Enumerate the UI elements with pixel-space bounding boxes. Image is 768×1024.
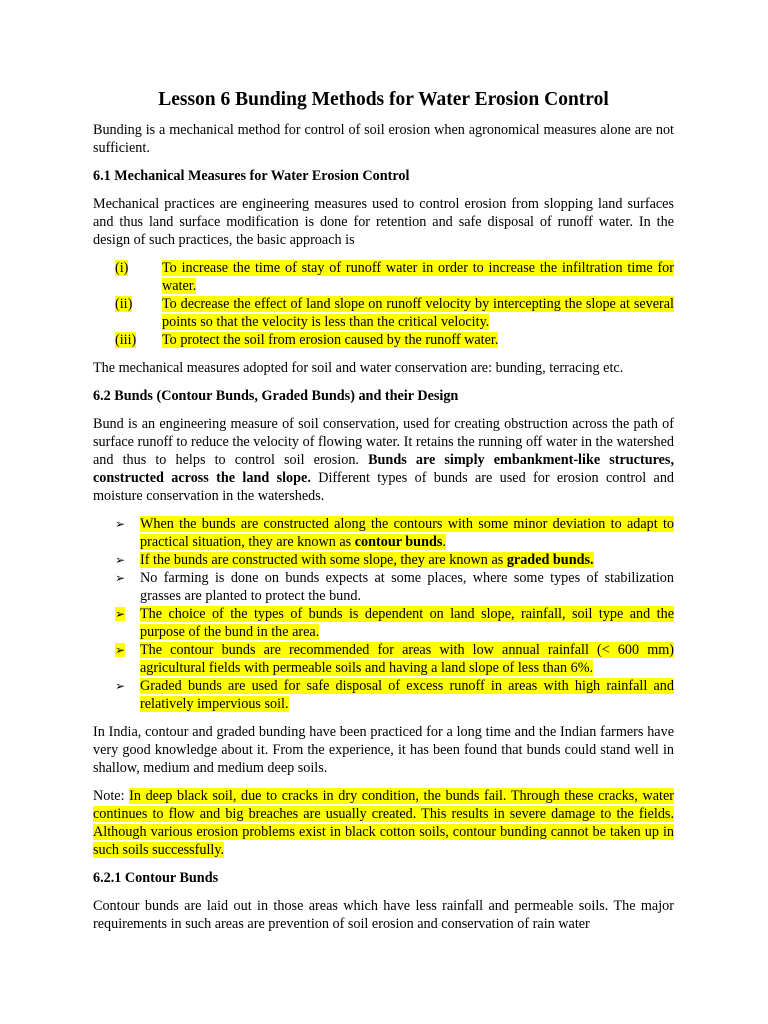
lesson-title: Lesson 6 Bunding Methods for Water Erosion Control — [158, 89, 609, 110]
arrow-bullet-icon: ➢ — [115, 643, 126, 657]
list-item — [93, 605, 674, 641]
mechanical-measures-paragraph: The mechanical measures adopted for soil and water conservation are: bunding, terracing etc. — [93, 360, 624, 376]
list-item-label: (iii) — [115, 332, 137, 348]
contour-bunds-paragraph: Contour bunds are laid out in those areas which have less rainfall and permeable soils. The major requirements in such areas are prevention of soil erosion and conservation of rain water — [93, 898, 674, 932]
list-item-text: When the bunds are constructed along the contours with some minor deviation to adapt to practical situation, they are known as contour bunds. — [140, 516, 674, 550]
list-item-text: To decrease the effect of land slope on runoff velocity by intercepting the slope at several points so that the velocity is less than the critical velocity. — [162, 296, 674, 330]
list-item-text: Graded bunds are used for safe disposal of excess runoff in areas with high rainfall and relatively impervious soil. — [140, 678, 674, 712]
arrow-bullet-icon: ➢ — [115, 553, 126, 567]
list-item-text: No farming is done on bunds expects at some places, where some types of stabilization grasses are planted to protect the bund. — [140, 570, 674, 604]
document-body — [93, 88, 674, 933]
arrow-bullet-icon: ➢ — [115, 679, 126, 693]
note-paragraph — [93, 787, 674, 859]
list-item — [93, 569, 674, 605]
arrow-bullet-icon: ➢ — [115, 571, 126, 585]
note-label: Note: — [93, 788, 130, 804]
arrow-bullet-icon: ➢ — [115, 517, 126, 531]
list-item — [93, 259, 674, 295]
bunds-bullet-list — [93, 515, 674, 713]
list-item — [93, 551, 674, 569]
list-item — [93, 641, 674, 677]
list-item-label: (i) — [115, 260, 129, 276]
list-item-text: The contour bunds are recommended for areas with low annual rainfall (< 600 mm) agricultural fields with permeable soils and having a land slope of less than 6%. — [140, 642, 674, 676]
arrow-bullet-icon: ➢ — [115, 607, 126, 621]
note-text: In deep black soil, due to cracks in dry condition, the bunds fail. Through these cracks, water continues to flow and big breaches are usually created. This results in severe damage to the fields. Although various erosion problems exist in black cotton soils, contour bunding cannot be taken up in such soils successfully. — [93, 788, 674, 858]
list-item-text: To protect the soil from erosion caused by the runoff water. — [162, 332, 499, 348]
section-6-1-heading: 6.1 Mechanical Measures for Water Erosion Control — [93, 168, 410, 184]
list-item-text: To increase the time of stay of runoff water in order to increase the infiltration time for water. — [162, 260, 674, 294]
approach-list — [93, 259, 674, 349]
intro-paragraph: Bunding is a mechanical method for control of soil erosion when agronomical measures alone are not sufficient. — [93, 122, 674, 156]
section-6-2-heading: 6.2 Bunds (Contour Bunds, Graded Bunds) and their Design — [93, 388, 459, 404]
india-paragraph: In India, contour and graded bunding have been practiced for a long time and the Indian farmers have very good knowledge about it. From the experience, it has been found that bunds could stand well in shallow, medium and medium deep soils. — [93, 724, 674, 776]
list-item — [93, 331, 674, 349]
section-6-2-1-heading: 6.2.1 Contour Bunds — [93, 870, 219, 886]
list-item — [93, 677, 674, 713]
list-item — [93, 295, 674, 331]
list-item-label: (ii) — [115, 296, 133, 312]
section-6-2-paragraph: Bund is an engineering measure of soil conservation, used for creating obstruction across the path of surface runoff to reduce the velocity of flowing water. It retains the running off water in the watershed and thus to helps to control soil erosion. Bunds are simply embankment-like structures, constructed across the land slope. Different types of bunds are used for erosion control and moisture conservation in the watersheds. — [93, 416, 675, 504]
list-item — [93, 515, 674, 551]
list-item-text: The choice of the types of bunds is dependent on land slope, rainfall, soil type and the purpose of the bund in the area. — [140, 606, 674, 640]
list-item-text: If the bunds are constructed with some slope, they are known as graded bunds. — [140, 552, 594, 568]
section-6-1-paragraph: Mechanical practices are engineering measures used to control erosion from slopping land surfaces and thus land surface modification is done for retention and safe disposal of runoff water. In the design of such practices, the basic approach is — [93, 196, 674, 248]
